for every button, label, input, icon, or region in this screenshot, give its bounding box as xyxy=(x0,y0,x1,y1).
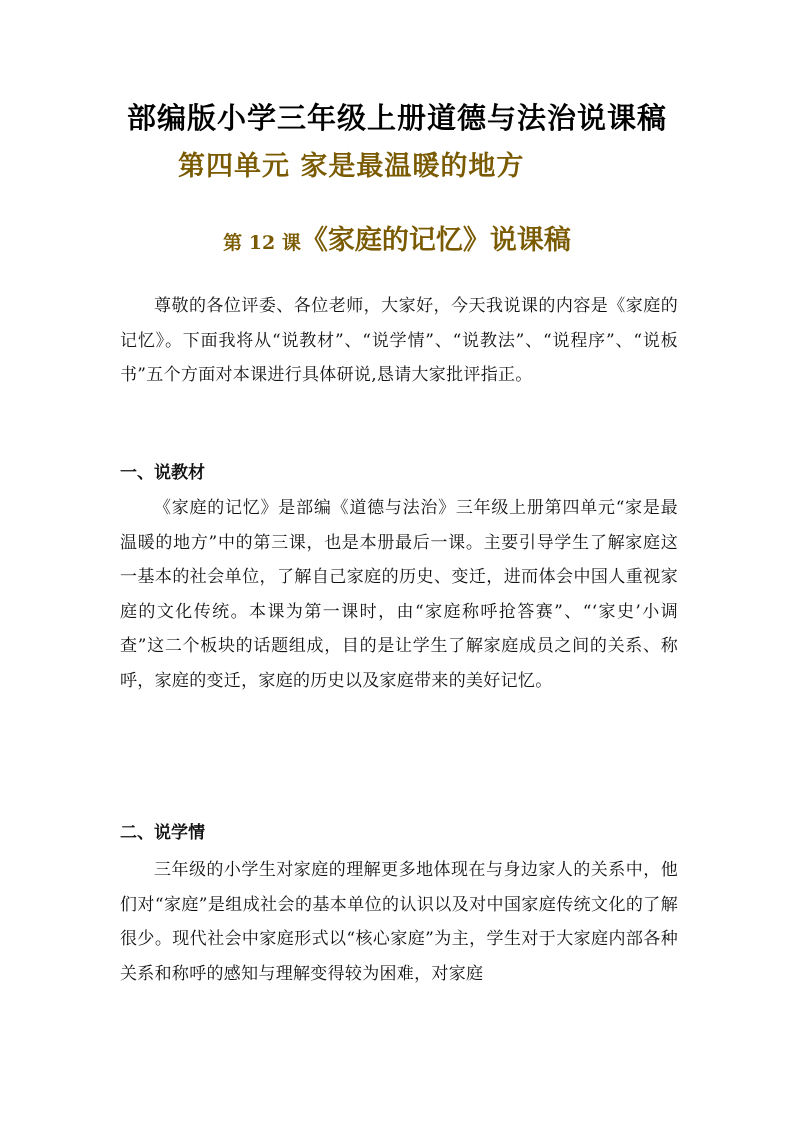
lesson-title xyxy=(0,218,794,257)
section-body-textbook: 《家庭的记忆》是部编《道德与法治》三年级上册第四单元“家是最温暖的地方”中的第三课，也是本册最后一课。主要引导学生了解家庭这一基本的社会单位，了解自己家庭的历史、变迁，进而体会中国人重视家庭的文化传统。本课为第一课时，由“家庭称呼抢答赛”、“‘家史’小调查”这二个板块的话题组成，目的是让学生了解家庭成员之间的关系、称呼，家庭的变迁，家庭的历史以及家庭带来的美好记忆。 xyxy=(120,498,678,691)
section-heading-textbook: 一、说教材 xyxy=(120,463,205,483)
unit-title: 第四单元 家是最温暖的地方 xyxy=(178,151,525,182)
lesson-name: 《家庭的记忆》说课稿 xyxy=(300,225,571,256)
section-heading-students: 二、说学情 xyxy=(120,823,205,843)
section-body-students: 三年级的小学生对家庭的理解更多地体现在与身边家人的关系中，他们对“家庭”是组成社会的基本单位的认识以及对中国家庭传统文化的了解很少。现代社会中家庭形式以“核心家庭”为主，学生对于大家庭内部各种关系和称呼的感知与理解变得较为困难，对家庭 xyxy=(120,860,678,984)
intro-paragraph: 尊敬的各位评委、各位老师，大家好，今天我说课的内容是《家庭的记忆》。下面我将从“说教材”、“说学情”、“说教法”、“说程序”、“说板书”五个方面对本课进行具体研说,恳请大家批评指正。 xyxy=(120,296,678,385)
lesson-number: 第 12 课 xyxy=(223,232,301,254)
document-title: 部编版小学三年级上册道德与法治说课稿 xyxy=(126,101,667,135)
